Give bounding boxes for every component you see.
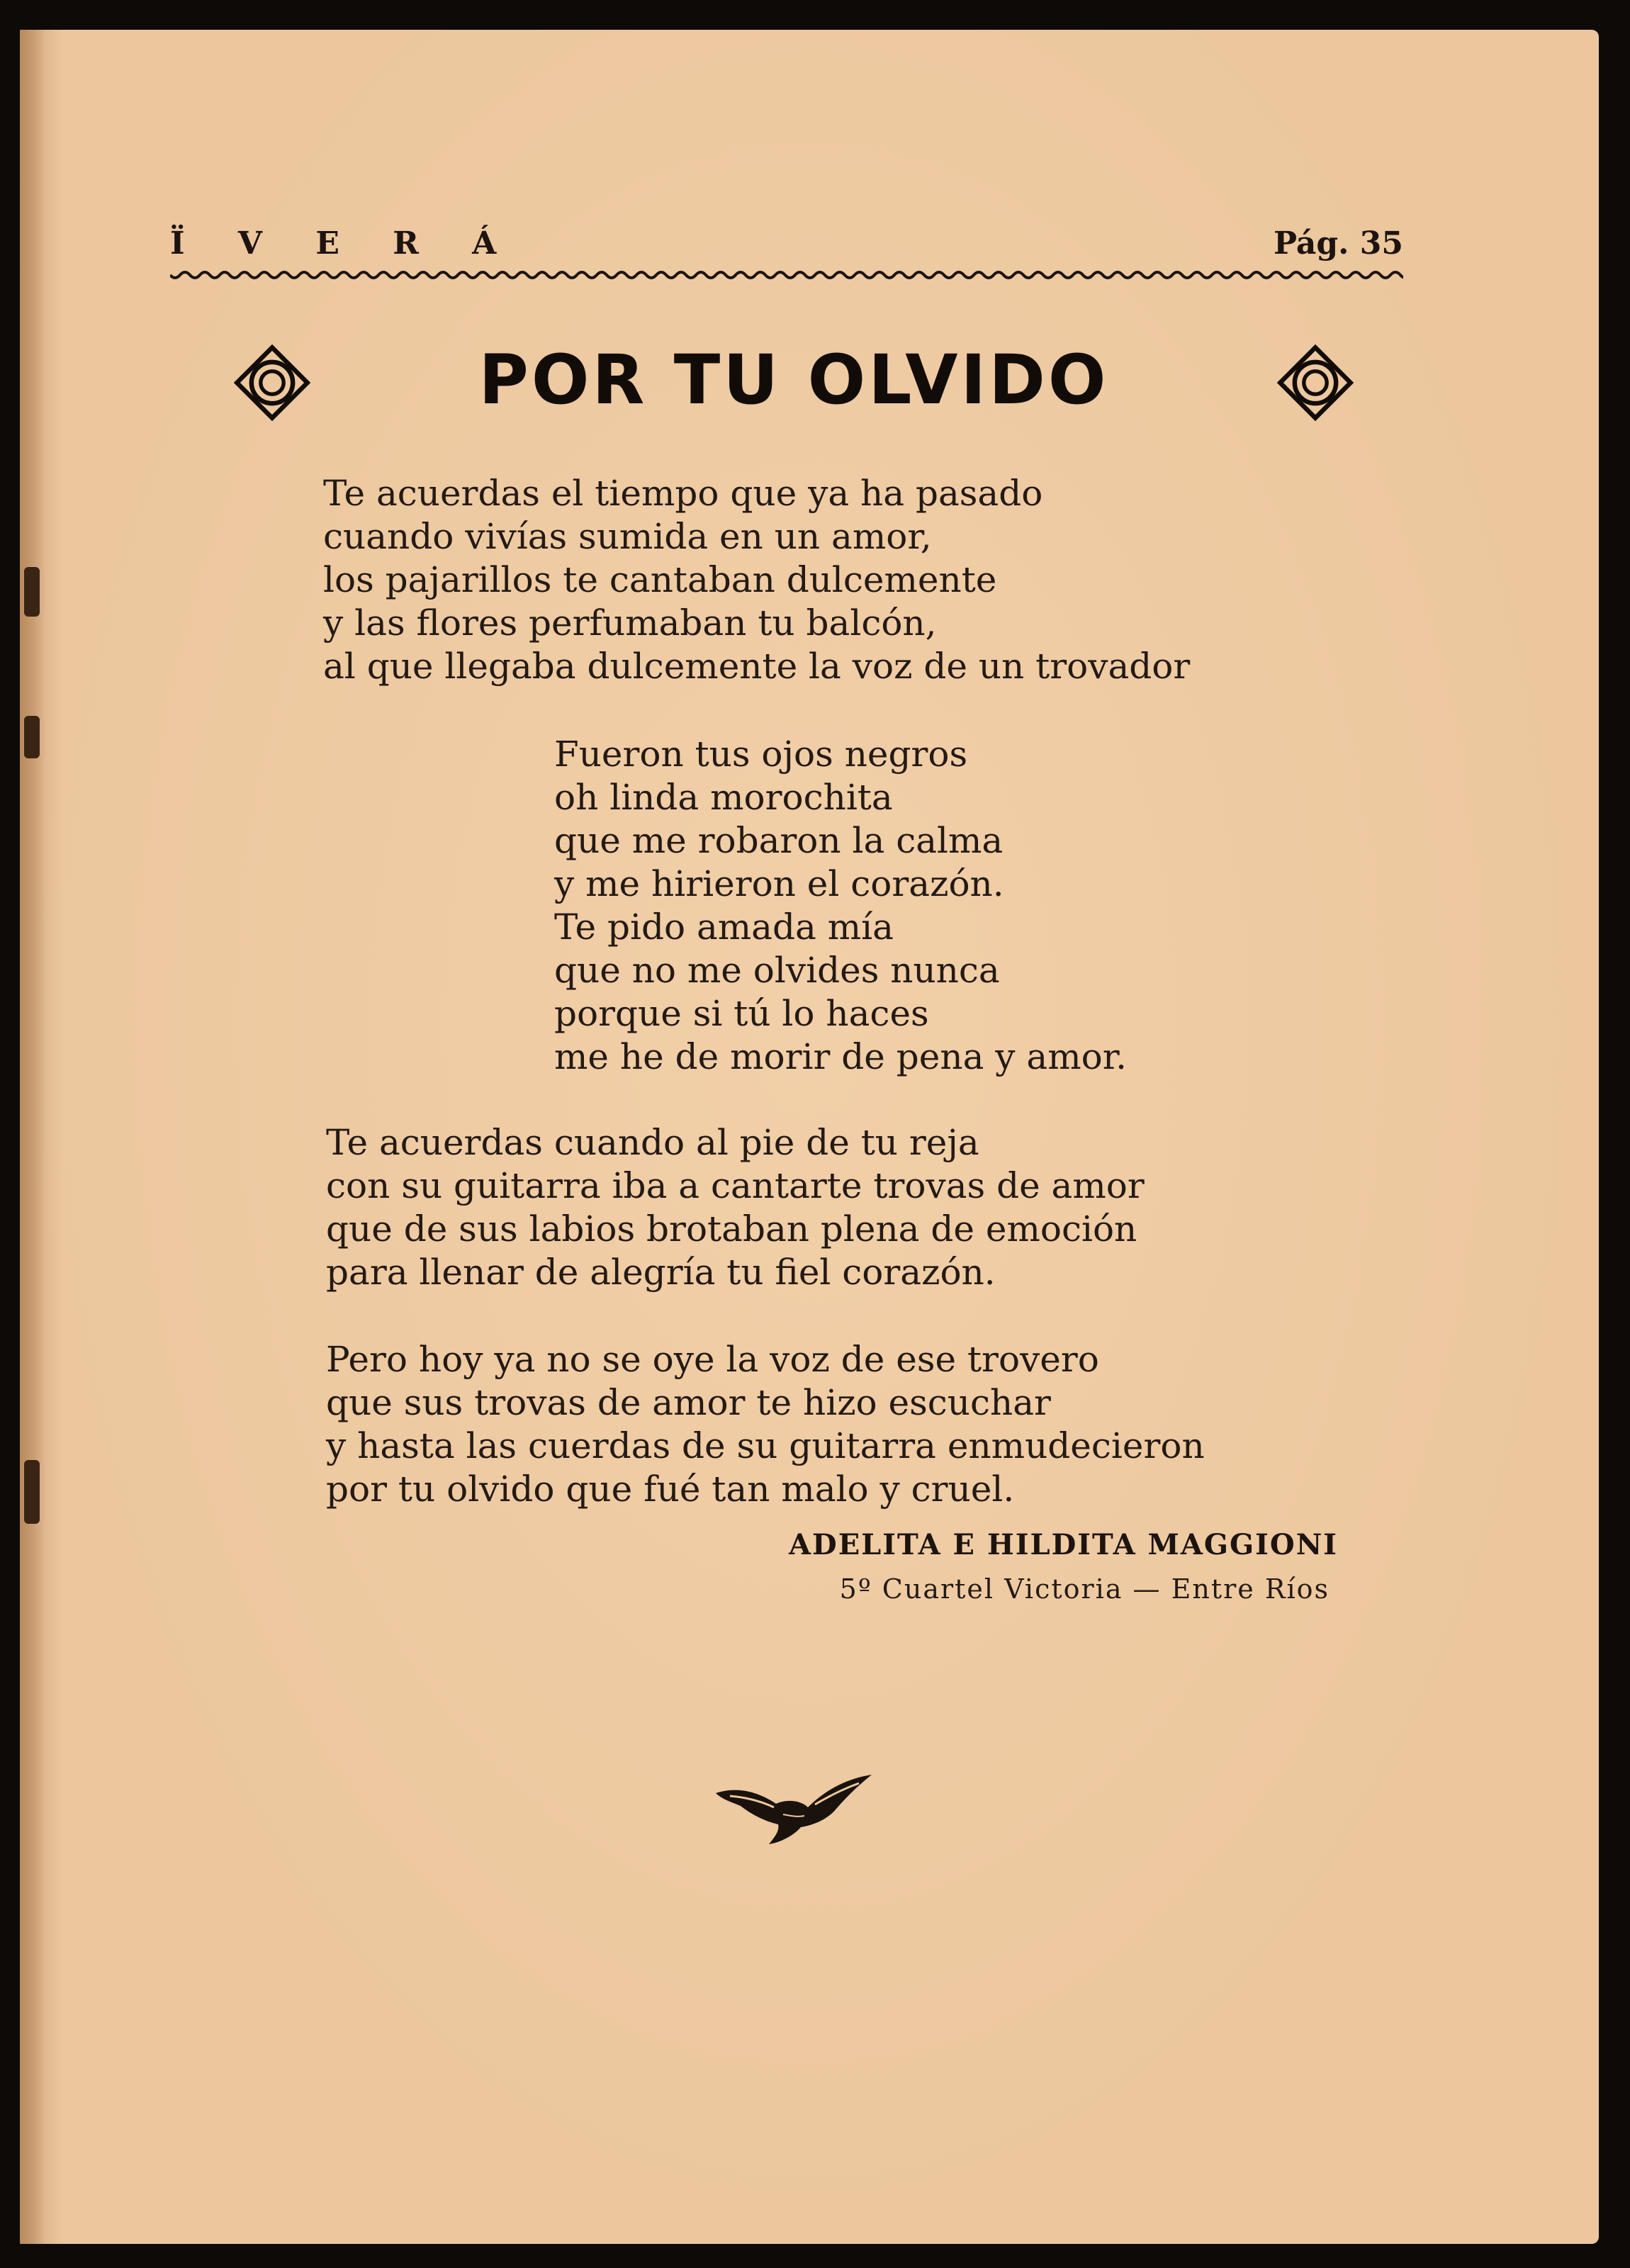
page-spine-shadow: [20, 30, 45, 2244]
poem-line: y las flores perfumaban tu balcón,: [323, 602, 937, 644]
stanza-1: [323, 472, 1190, 688]
poem-line: y hasta las cuerdas de su guitarra enmudecieron: [326, 1425, 1205, 1466]
poem-line: Pero hoy ya no se oye la voz de ese trovero: [326, 1339, 1099, 1380]
magazine-name: Ï V E R Á: [170, 225, 518, 262]
stanza-2: [554, 733, 1127, 1079]
flying-bird-vignette-icon: [709, 1765, 879, 1857]
poem-line: me he de morir de pena y amor.: [554, 1036, 1128, 1077]
poem-line: que me robaron la calma: [554, 820, 1004, 861]
author-signature: ADELITA E HILDITA MAGGIONI: [788, 1528, 1338, 1561]
stanza-3: [326, 1121, 1145, 1294]
poem-line: al que llegaba dulcemente la voz de un trovador: [323, 646, 1191, 687]
poem-line: Fueron tus ojos negros: [554, 734, 968, 775]
running-header: [170, 225, 1403, 268]
poem-title: POR TU OLVIDO: [478, 340, 1109, 420]
poem-line: para llenar de alegría tu fiel corazón.: [326, 1252, 996, 1293]
author-location: 5º Cuartel Victoria — Entre Ríos: [839, 1573, 1330, 1605]
wavy-rule: [170, 268, 1403, 282]
binding-mark: [24, 716, 40, 758]
stanza-4: [326, 1338, 1205, 1511]
poem-line: los pajarillos te cantaban dulcemente: [323, 559, 997, 600]
binding-mark: [24, 1460, 40, 1524]
title-row: [234, 340, 1354, 425]
poem-line: por tu olvido que fué tan malo y cruel.: [326, 1469, 1015, 1510]
poem-line: que de sus labios brotaban plena de emoción: [326, 1208, 1137, 1250]
poem-line: Te acuerdas cuando al pie de tu reja: [326, 1122, 979, 1163]
poem-line: oh linda morochita: [554, 777, 893, 818]
poem-line: Te pido amada mía: [554, 906, 894, 948]
page-number: Pág. 35: [1273, 225, 1403, 262]
poem-line: porque si tú lo haces: [554, 993, 929, 1034]
poem-line: con su guitarra iba a cantarte trovas de amor: [326, 1165, 1145, 1206]
poem-line: Te acuerdas el tiempo que ya ha pasado: [323, 473, 1043, 514]
poem-line: y me hirieron el corazón.: [554, 863, 1004, 904]
poem-line: que sus trovas de amor te hizo escuchar: [326, 1382, 1051, 1423]
poem-line: que no me olvides nunca: [554, 950, 1000, 991]
binding-mark: [24, 567, 40, 617]
concentric-diamond-ornament-icon: [1277, 344, 1354, 421]
poem-line: cuando vivías sumida en un amor,: [323, 516, 932, 557]
